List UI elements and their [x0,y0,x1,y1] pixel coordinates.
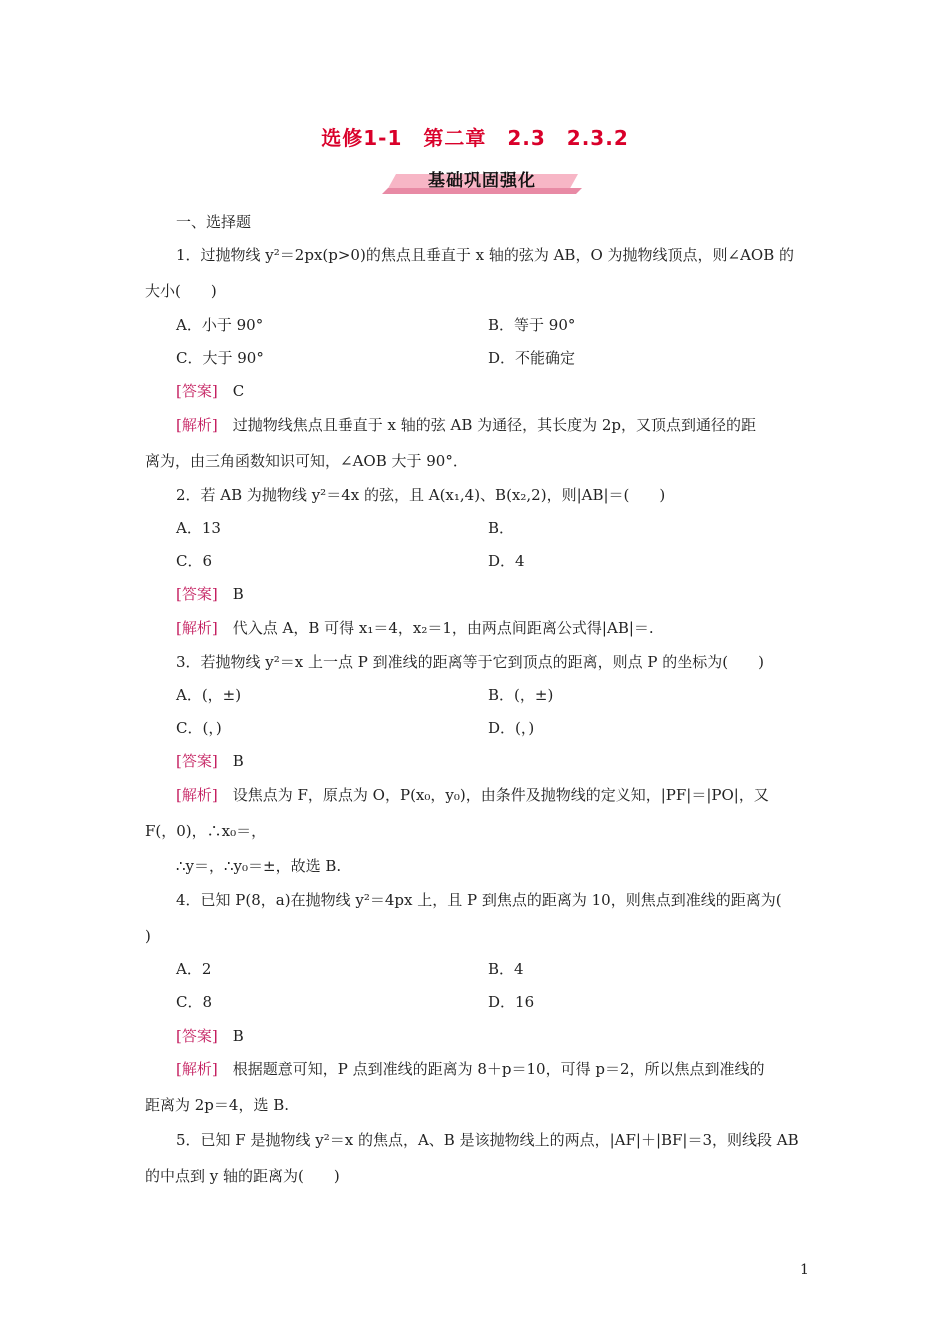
analysis-1 [176,415,756,435]
question-3: 3．若抛物线 y²＝x 上一点 P 到准线的距离等于它到顶点的距离，则点 P 的坐标为( ) [176,653,764,671]
analysis-text: 过抛物线焦点且垂直于 x 轴的弦 AB 为通径，其长度为 2p，又顶点到通径的距 [232,416,757,434]
analysis-tag: [解析] [176,416,218,434]
answer-tag: [答案] [176,585,218,603]
analysis-tag: [解析] [176,786,218,804]
analysis-2 [176,618,654,638]
question-5: 5．已知 F 是抛物线 y²＝x 的焦点，A、B 是该抛物线上的两点，|AF|＋|BF|＝3，则线段 AB [176,1131,799,1149]
answer-value: B [232,585,244,603]
question-1-cont: 大小( ) [145,282,217,300]
question-5-cont: 的中点到 y 轴的距离为( ) [145,1167,340,1185]
section-banner [382,170,582,194]
option-3a: A．(，±) [176,686,242,704]
option-2b: B． [488,519,515,537]
option-1c: C．大于 90° [176,349,264,367]
option-3c: C．(，) [176,719,222,737]
analysis-tag: [解析] [176,619,218,637]
option-4d: D．16 [488,993,535,1011]
answer-tag: [答案] [176,382,218,400]
analysis-3-cont: F(，0)，∴x₀＝， [145,822,267,840]
option-4c: C．8 [176,993,213,1011]
option-1d: D．不能确定 [488,349,576,367]
option-1b: B．等于 90° [488,316,576,334]
answer-tag: [答案] [176,1027,218,1045]
option-4b: B．4 [488,960,524,978]
answer-1 [176,381,244,401]
analysis-4-cont: 距离为 2p＝4，选 B. [145,1096,290,1114]
analysis-tag: [解析] [176,1060,218,1078]
analysis-4 [176,1059,765,1079]
page-number: 1 [800,1262,809,1278]
option-4a: A．2 [176,960,212,978]
analysis-1-cont: 离为，由三角函数知识可知，∠AOB 大于 90°． [145,452,468,470]
section-heading: 一、选择题 [176,213,252,231]
answer-value: C [232,382,245,400]
banner-label: 基础巩固强化 [428,171,536,191]
answer-3 [176,751,244,771]
option-3d: D．(，) [488,719,535,737]
option-2a: A．13 [176,519,221,537]
answer-4 [176,1026,244,1046]
option-1a: A．小于 90° [176,316,264,334]
question-2: 2．若 AB 为抛物线 y²＝4x 的弦，且 A(x₁,4)、B(x₂,2)，则|AB|＝( ) [176,486,666,504]
analysis-text: 根据题意可知，P 点到准线的距离为 8＋p＝10，可得 p＝2，所以焦点到准线的 [232,1060,765,1078]
option-3b: B．(，±) [488,686,554,704]
question-4: 4．已知 P(8，a)在抛物线 y²＝4px 上，且 P 到焦点的距离为 10，则焦点到准线的距离为( [176,891,782,909]
analysis-text: 代入点 A，B 可得 x₁＝4，x₂＝1，由两点间距离公式得|AB|＝. [232,619,654,637]
analysis-text: 设焦点为 F，原点为 O，P(x₀，y₀)，由条件及抛物线的定义知，|PF|＝|PO|，又 [232,786,769,804]
answer-value: B [232,752,244,770]
option-2d: D．4 [488,552,525,570]
question-1: 1．过抛物线 y²＝2px(p>0)的焦点且垂直于 x 轴的弦为 AB，O 为抛物线顶点，则∠AOB 的 [176,246,794,264]
page-title: 选修1-1 第二章 2.3 2.3.2 [321,126,629,150]
answer-2 [176,584,244,604]
question-4-cont: ) [145,927,151,945]
analysis-3 [176,785,769,805]
answer-value: B [232,1027,244,1045]
answer-tag: [答案] [176,752,218,770]
analysis-3-conclusion: ∴y＝，∴y₀＝±，故选 B. [176,857,342,875]
option-2c: C．6 [176,552,213,570]
